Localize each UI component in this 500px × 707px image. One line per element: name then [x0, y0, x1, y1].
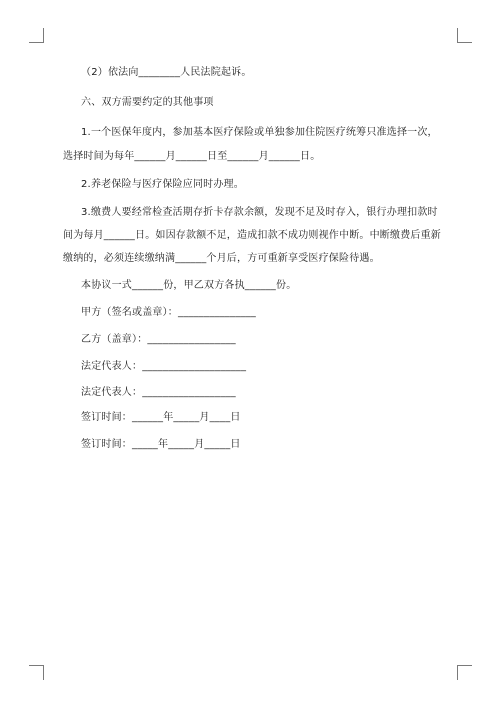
clause-3-line-1: 3.缴费人要经常检查活期存折卡存款余额，发现不足及时存入，银行办理扣款时: [81, 207, 438, 218]
crop-mark-bottom-left: [29, 665, 44, 680]
crop-mark-bottom-right: [457, 665, 472, 680]
party-a-signature: 甲方（签名或盖章）：_______________: [81, 307, 256, 318]
legal-representative-b: 法定代表人：__________________: [81, 387, 236, 398]
copies-clause: 本协议一式______份，甲乙双方各执______份。: [81, 280, 297, 291]
clause-2: 2.养老保险与医疗保险应同时办理。: [81, 179, 244, 190]
crop-mark-top-left: [29, 28, 44, 43]
crop-mark-top-right: [457, 28, 472, 43]
signing-date-a: 签订时间：______年_____月____日: [81, 412, 241, 423]
signing-date-b: 签订时间：_____年_____月_____日: [81, 439, 241, 450]
clause-1-line-1: 1.一个医保年度内，参加基本医疗保险或单独参加住院医疗统筹只准选择一次，: [81, 127, 438, 138]
clause-3-line-3: 缴纳的，必须连续缴纳满______个月后，方可重新享受医疗保险待遇。: [63, 253, 380, 264]
legal-representative-a: 法定代表人：____________________: [81, 361, 247, 372]
section-heading-other: 六、双方需要约定的其他事项: [81, 97, 214, 108]
clause-1-line-2: 选择时间为每年______月______日至______月______日。: [63, 151, 321, 162]
clause-lawsuit: （2）依法向________人民法院起诉。: [81, 67, 252, 78]
clause-3-line-2: 间为每月______日。如因存款额不足，造成扣款不成功则视作中断。中断缴费后重新: [63, 230, 441, 241]
party-b-seal: 乙方（盖章）：_________________: [81, 334, 236, 345]
